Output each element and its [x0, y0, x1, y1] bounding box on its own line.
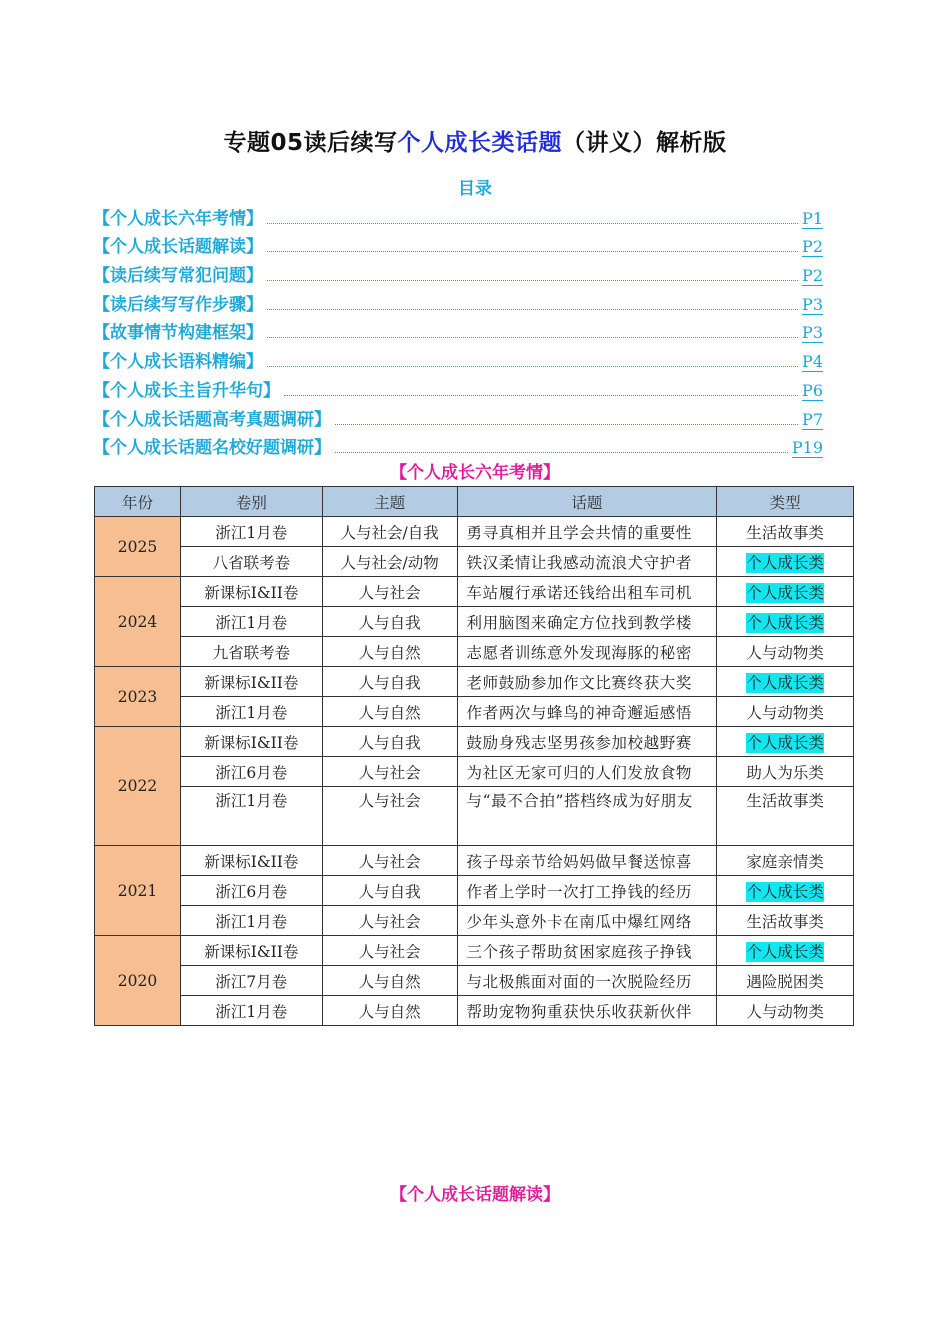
- type-cell: [717, 727, 854, 757]
- toc-item[interactable]: [93, 372, 823, 401]
- year-cell: 2025: [95, 517, 181, 577]
- theme-cell: 人与社会: [322, 936, 457, 966]
- title-highlight: 个人成长类话题: [397, 130, 562, 156]
- column-header: 话题: [457, 487, 717, 517]
- type-label: 生活故事类: [746, 792, 824, 810]
- toc-item-page[interactable]: P2: [802, 237, 823, 257]
- topic-cell: 孩子母亲节给妈妈做早餐送惊喜: [457, 846, 717, 876]
- column-header: 类型: [717, 487, 854, 517]
- table-row: [95, 906, 854, 936]
- type-cell: [717, 697, 854, 727]
- paper-cell: 新课标I&II卷: [180, 936, 322, 966]
- topic-cell: 帮助宠物狗重获快乐收获新伙伴: [457, 996, 717, 1026]
- type-label: 人与动物类: [746, 643, 824, 662]
- table-row: [95, 757, 854, 787]
- toc-heading: 目录: [458, 179, 492, 199]
- table-row: [95, 607, 854, 637]
- toc-item-label[interactable]: 【个人成长六年考情】: [93, 208, 263, 229]
- column-header: 主题: [322, 487, 457, 517]
- toc-item-label[interactable]: 【个人成长话题名校好题调研】: [93, 438, 331, 459]
- paper-cell: 新课标I&II卷: [180, 846, 322, 876]
- toc-item-page[interactable]: P3: [802, 294, 823, 314]
- type-label: 个人成长类: [746, 942, 824, 961]
- theme-cell: 人与自我: [322, 607, 457, 637]
- toc-item-page[interactable]: P7: [802, 409, 823, 429]
- exam-history-table: [94, 486, 854, 1026]
- paper-cell: 浙江6月卷: [180, 876, 322, 906]
- toc-item[interactable]: [93, 286, 823, 315]
- section-title-exam-history: 【个人成长六年考情】: [390, 463, 560, 483]
- topic-cell: 勇寻真相并且学会共情的重要性: [457, 517, 717, 547]
- toc-item[interactable]: [93, 343, 823, 372]
- toc-item[interactable]: [93, 401, 823, 430]
- paper-cell: 浙江1月卷: [180, 996, 322, 1026]
- toc-leader-dots: [335, 452, 788, 453]
- topic-cell: 与北极熊面对面的一次脱险经历: [457, 966, 717, 996]
- toc-leader-dots: [267, 309, 798, 310]
- paper-cell: 新课标I&II卷: [180, 577, 322, 607]
- theme-cell: 人与社会/自我: [322, 517, 457, 547]
- toc-leader-dots: [267, 223, 798, 224]
- title-suffix: （讲义）解析版: [562, 130, 727, 156]
- theme-cell: 人与社会/动物: [322, 547, 457, 577]
- theme-cell: 人与自然: [322, 637, 457, 667]
- year-cell: 2021: [95, 846, 181, 936]
- toc-item-label[interactable]: 【个人成长主旨升华句】: [93, 380, 280, 401]
- topic-cell: 志愿者训练意外发现海豚的秘密: [457, 637, 717, 667]
- table-row: [95, 727, 854, 757]
- toc-leader-dots: [284, 395, 798, 396]
- paper-cell: 浙江1月卷: [180, 517, 322, 547]
- paper-cell: 新课标I&II卷: [180, 667, 322, 697]
- type-cell: [717, 787, 854, 846]
- theme-cell: 人与社会: [322, 577, 457, 607]
- theme-cell: 人与自然: [322, 697, 457, 727]
- topic-cell: 作者上学时一次打工挣钱的经历: [457, 876, 717, 906]
- table-row: [95, 577, 854, 607]
- toc-item-page[interactable]: P4: [802, 352, 823, 372]
- toc-leader-dots: [267, 251, 798, 252]
- type-cell: [717, 757, 854, 787]
- toc-item-label[interactable]: 【读后续写常犯问题】: [93, 266, 263, 287]
- toc-item-label[interactable]: 【故事情节构建框架】: [93, 323, 263, 344]
- table-row: [95, 787, 854, 846]
- type-label: 个人成长类: [746, 733, 824, 752]
- table-row: [95, 996, 854, 1026]
- topic-cell: 作者两次与蜂鸟的神奇邂逅感悟: [457, 697, 717, 727]
- year-cell: 2022: [95, 727, 181, 846]
- type-cell: [717, 876, 854, 906]
- table-row: [95, 517, 854, 547]
- toc-leader-dots: [267, 366, 798, 367]
- topic-cell: 少年头意外卡在南瓜中爆红网络: [457, 906, 717, 936]
- year-cell: 2023: [95, 667, 181, 727]
- title-prefix: 专题05读后续写: [223, 130, 398, 156]
- type-cell: [717, 906, 854, 936]
- toc-item[interactable]: [93, 430, 823, 459]
- toc-item-label[interactable]: 【读后续写写作步骤】: [93, 294, 263, 315]
- theme-cell: 人与社会: [322, 846, 457, 876]
- paper-cell: 九省联考卷: [180, 637, 322, 667]
- toc-item-page[interactable]: P1: [802, 208, 823, 228]
- topic-cell: 车站履行承诺还钱给出租车司机: [457, 577, 717, 607]
- type-cell: [717, 996, 854, 1026]
- toc-item[interactable]: [93, 229, 823, 258]
- theme-cell: 人与自然: [322, 966, 457, 996]
- type-label: 生活故事类: [746, 523, 824, 542]
- theme-cell: 人与自我: [322, 667, 457, 697]
- table-row: [95, 637, 854, 667]
- type-cell: [717, 517, 854, 547]
- column-header: 年份: [95, 487, 181, 517]
- type-cell: [717, 966, 854, 996]
- type-label: 个人成长类: [746, 553, 824, 572]
- paper-cell: 新课标I&II卷: [180, 727, 322, 757]
- type-label: 人与动物类: [746, 1002, 824, 1021]
- column-header: 卷别: [180, 487, 322, 517]
- toc-item-page[interactable]: P6: [802, 380, 823, 400]
- theme-cell: 人与自我: [322, 727, 457, 757]
- year-cell: 2020: [95, 936, 181, 1026]
- type-label: 个人成长类: [746, 613, 824, 632]
- type-cell: [717, 667, 854, 697]
- topic-cell: 鼓励身残志坚男孩参加校越野赛: [457, 727, 717, 757]
- paper-cell: 浙江6月卷: [180, 757, 322, 787]
- toc-leader-dots: [267, 337, 798, 338]
- theme-cell: 人与社会: [322, 906, 457, 936]
- toc-item-label[interactable]: 【个人成长语料精编】: [93, 352, 263, 373]
- toc-item-label[interactable]: 【个人成长话题高考真题调研】: [93, 409, 331, 430]
- toc-item-label[interactable]: 【个人成长话题解读】: [93, 237, 263, 258]
- table-header-row: [95, 487, 854, 517]
- paper-cell: 浙江7月卷: [180, 966, 322, 996]
- type-cell: [717, 607, 854, 637]
- paper-cell: 八省联考卷: [180, 547, 322, 577]
- type-cell: [717, 547, 854, 577]
- table-row: [95, 876, 854, 906]
- page-title: [0, 124, 950, 157]
- year-cell: 2024: [95, 577, 181, 667]
- topic-cell: 三个孩子帮助贫困家庭孩子挣钱: [457, 936, 717, 966]
- type-cell: [717, 846, 854, 876]
- table-row: [95, 846, 854, 876]
- type-label: 个人成长类: [746, 882, 824, 901]
- topic-cell: 与“最不合拍”搭档终成为好朋友: [457, 787, 717, 846]
- type-label: 个人成长类: [746, 673, 824, 692]
- paper-cell: 浙江1月卷: [180, 607, 322, 637]
- table-row: [95, 697, 854, 727]
- topic-cell: 为社区无家可归的人们发放食物: [457, 757, 717, 787]
- table-row: [95, 547, 854, 577]
- paper-cell: 浙江1月卷: [180, 697, 322, 727]
- type-cell: [717, 577, 854, 607]
- topic-cell: 利用脑图来确定方位找到教学楼: [457, 607, 717, 637]
- table-row: [95, 966, 854, 996]
- type-cell: [717, 637, 854, 667]
- toc-item[interactable]: [93, 257, 823, 286]
- type-label: 遇险脱困类: [746, 972, 824, 991]
- type-label: 生活故事类: [746, 912, 824, 931]
- toc-item-page[interactable]: P3: [802, 323, 823, 343]
- topic-cell: 老师鼓励参加作文比赛终获大奖: [457, 667, 717, 697]
- table-row: [95, 667, 854, 697]
- toc-item-page[interactable]: P2: [802, 266, 823, 286]
- topic-cell: 铁汉柔情让我感动流浪犬守护者: [457, 547, 717, 577]
- theme-cell: 人与自我: [322, 876, 457, 906]
- type-label: 个人成长类: [746, 583, 824, 602]
- paper-cell: 浙江1月卷: [180, 787, 322, 846]
- toc-item[interactable]: [93, 315, 823, 344]
- theme-cell: 人与社会: [322, 757, 457, 787]
- type-cell: [717, 936, 854, 966]
- paper-cell: 浙江1月卷: [180, 906, 322, 936]
- table-of-contents: [93, 200, 823, 458]
- type-label: 人与动物类: [746, 703, 824, 722]
- type-label: 家庭亲情类: [746, 852, 824, 871]
- toc-item[interactable]: [93, 200, 823, 229]
- theme-cell: 人与自然: [322, 996, 457, 1026]
- section-title-topic-analysis: 【个人成长话题解读】: [390, 1185, 560, 1205]
- toc-item-page[interactable]: P19: [791, 438, 823, 458]
- theme-cell: 人与社会: [322, 787, 457, 846]
- type-label: 助人为乐类: [746, 763, 824, 782]
- toc-leader-dots: [267, 280, 798, 281]
- table-row: [95, 936, 854, 966]
- toc-leader-dots: [335, 424, 798, 425]
